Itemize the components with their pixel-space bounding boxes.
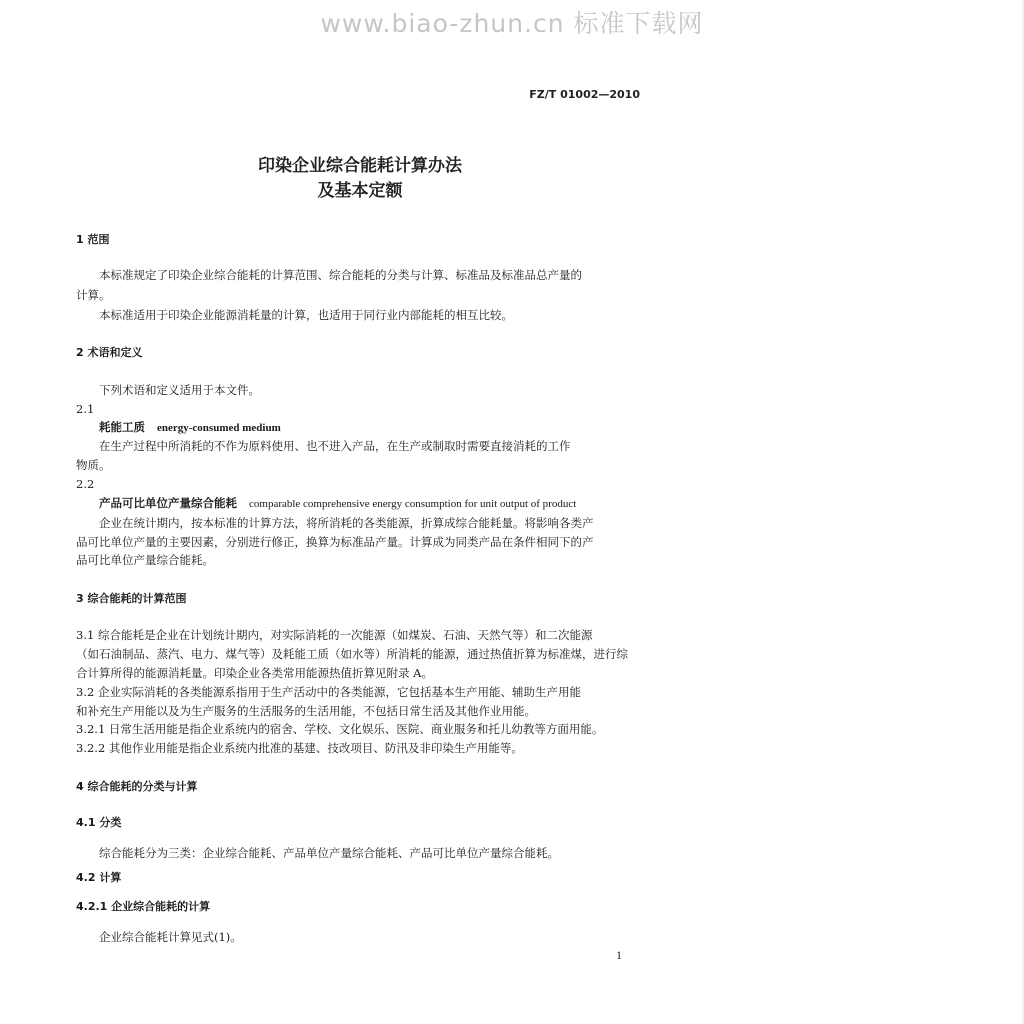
section-2-heading: 2 术语和定义 bbox=[76, 346, 143, 359]
term-2-2 bbox=[99, 496, 669, 512]
clause-3-2-line-1: 3.2 企业实际消耗的各类能源系指用于生产活动中的各类能源，它包括基本生产用能、辅助生产用能 bbox=[76, 685, 581, 699]
document-subtitle: 及基本定额 bbox=[317, 181, 403, 201]
section-4-heading: 4 综合能耗的分类与计算 bbox=[76, 780, 198, 793]
clause-3-2-2: 3.2.2 其他作业用能是指企业系统内批准的基建、技改项目、防汛及非印染生产用能等。 bbox=[76, 741, 523, 755]
section-1-heading: 1 范围 bbox=[76, 233, 110, 246]
definition-2-2-line-2: 品可比单位产量的主要因素，分别进行修正，换算为标准品产量。计算成为同类产品在条件相同下的产 bbox=[76, 535, 594, 549]
term-2-1-cn: 耗能工质 bbox=[99, 420, 145, 434]
page-number: 1 bbox=[616, 948, 622, 962]
s1-paragraph-2: 本标准适用于印染企业能源消耗量的计算，也适用于同行业内部能耗的相互比较。 bbox=[99, 308, 513, 322]
definition-2-1-line-2: 物质。 bbox=[76, 458, 111, 472]
definition-2-2-line-1: 企业在统计期内，按本标准的计算方法，将所消耗的各类能源，折算成综合能耗量。将影响各类产 bbox=[99, 516, 594, 530]
clause-2-1-number: 2.1 bbox=[76, 402, 95, 416]
clause-3-1-line-2: （如石油制品、蒸汽、电力、煤气等）及耗能工质（如水等）所消耗的能源，通过热值折算为标准煤，进行综 bbox=[76, 647, 628, 661]
term-2-2-en: comparable comprehensive energy consumption for unit output of product bbox=[249, 498, 577, 510]
clause-4-2-1-text: 企业综合能耗计算见式(1)。 bbox=[99, 930, 242, 944]
term-2-2-cn: 产品可比单位产量综合能耗 bbox=[99, 496, 237, 510]
clause-4-2-1-heading: 4.2.1 企业综合能耗的计算 bbox=[76, 900, 211, 913]
s1-paragraph-1-line-1: 本标准规定了印染企业综合能耗的计算范围、综合能耗的分类与计算、标准品及标准品总产量的 bbox=[99, 268, 582, 282]
s1-paragraph-1-line-2: 计算。 bbox=[76, 288, 111, 302]
section-3-heading: 3 综合能耗的计算范围 bbox=[76, 592, 187, 605]
standard-code: FZ/T 01002—2010 bbox=[529, 88, 640, 101]
clause-4-1-heading: 4.1 分类 bbox=[76, 816, 122, 829]
definition-2-1-line-1: 在生产过程中所消耗的不作为原料使用、也不进入产品，在生产或制取时需要直接消耗的工作 bbox=[99, 439, 571, 453]
clause-3-2-1: 3.2.1 日常生活用能是指企业系统内的宿舍、学校、文化娱乐、医院、商业服务和托儿幼教等方面用能。 bbox=[76, 722, 604, 736]
term-2-1 bbox=[99, 420, 669, 436]
document-title: 印染企业综合能耗计算办法 bbox=[258, 156, 462, 176]
definition-2-2-line-3: 品可比单位产量综合能耗。 bbox=[76, 553, 214, 567]
clause-3-2-line-2: 和补充生产用能以及为生产服务的生活服务的生活用能，不包括日常生活及其他作业用能。 bbox=[76, 704, 536, 718]
s2-intro: 下列术语和定义适用于本文件。 bbox=[99, 383, 260, 397]
watermark: www.biao-zhun.cn 标准下载网 bbox=[320, 9, 704, 38]
term-2-1-en: energy-consumed medium bbox=[157, 422, 281, 434]
clause-2-2-number: 2.2 bbox=[76, 477, 95, 491]
clause-3-1-line-1: 3.1 综合能耗是企业在计划统计期内，对实际消耗的一次能源（如煤炭、石油、天然气等）和二次能源 bbox=[76, 628, 593, 642]
clause-3-1-line-3: 合计算所得的能源消耗量。印染企业各类常用能源热值折算见附录 A。 bbox=[76, 666, 433, 680]
clause-4-1-text: 综合能耗分为三类：企业综合能耗、产品单位产量综合能耗、产品可比单位产量综合能耗。 bbox=[99, 846, 559, 860]
clause-4-2-heading: 4.2 计算 bbox=[76, 871, 122, 884]
